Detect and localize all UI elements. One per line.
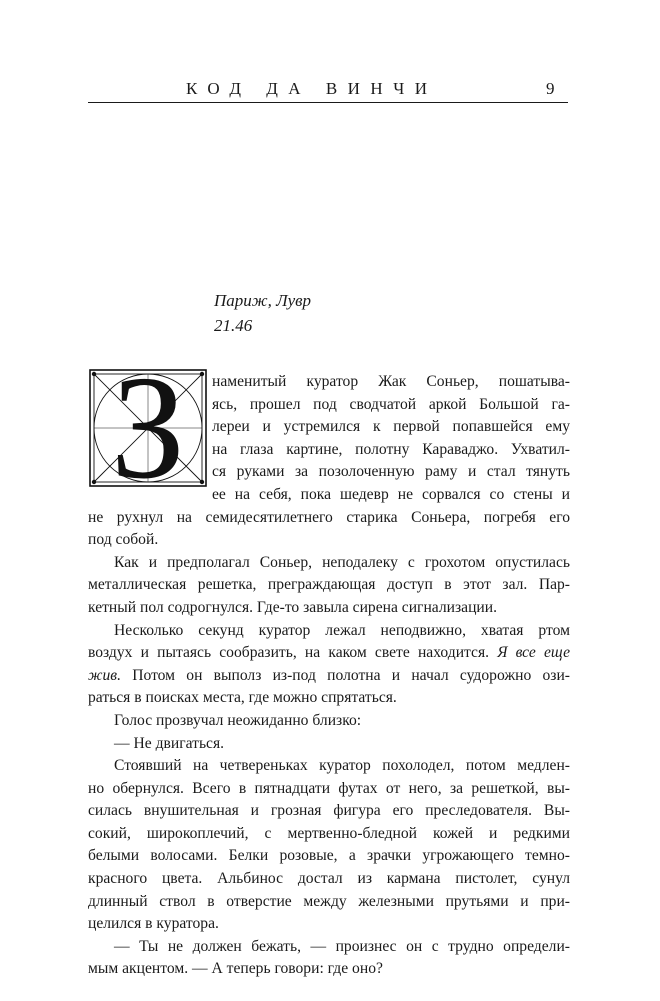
- text-line: [88, 665, 570, 688]
- page-number: 9: [546, 79, 555, 98]
- text-line: — Ты не должен бежать, — произнес он с трудно определи-: [114, 937, 570, 955]
- dropcap-letter: З: [110, 346, 186, 510]
- text-line: Голос прозвучал неожиданно близко:: [114, 711, 362, 729]
- text-line: но обернулся. Всего в пятнадцати футах от него, за решеткой, вы-: [88, 779, 570, 797]
- text-line: под собой.: [88, 531, 159, 549]
- text-run: воздух и пытаясь сообразить, на каком свете находится.: [88, 644, 498, 662]
- text-line: сокий, широкоплечий, с мертвенно-бледной кожей и редкими: [88, 824, 570, 842]
- dateline: [214, 288, 311, 338]
- text-line: Несколько секунд куратор лежал неподвижно, хватая ртом: [114, 621, 570, 639]
- chapter-body: [88, 346, 570, 981]
- text-line: красного цвета. Альбинос достал из кармана пистолет, сунул: [88, 870, 570, 888]
- text-line: на глаза картине, полотну Караваджо. Ухватил-: [212, 440, 570, 458]
- text-line: кетный пол содрогнулся. Где-то завыла сирена сигнализации.: [88, 598, 497, 616]
- running-title: КОД ДА ВИНЧИ: [186, 79, 438, 98]
- text-line: ясь, прошел под сводчатой аркой Большой га-: [212, 395, 570, 413]
- text-line: ся руками за позолоченную раму и стал тянуть: [212, 463, 570, 481]
- text-line: [88, 642, 570, 665]
- text-line: мым акцентом. — А теперь говори: где оно?: [88, 960, 383, 978]
- text-line: раться в поисках места, где можно спрятаться.: [88, 689, 397, 707]
- running-header: [88, 78, 570, 100]
- text-line: — Не двигаться.: [114, 734, 225, 752]
- text-line: лереи и устремился к первой попавшейся ему: [212, 418, 570, 436]
- text-line: длинный ствол в отверстие между железными прутьями и при-: [88, 892, 570, 910]
- italic-run: Я все еще: [497, 644, 570, 662]
- text-line: ее на себя, пока шедевр не сорвался со стены и: [212, 485, 570, 503]
- text-line: металлическая решетка, преграждающая доступ в этот зал. Пар-: [88, 576, 570, 594]
- text-line: Как и предполагал Соньер, неподалеку с грохотом опустилась: [114, 553, 570, 571]
- text-run: Потом он выполз из-под полотна и начал судорожно ози-: [120, 666, 570, 684]
- dateline-time: 21.46: [214, 316, 253, 335]
- text-line: наменитый куратор Жак Соньер, пошатыва-: [212, 373, 570, 390]
- text-line: не рухнул на семидесятилетнего старика Соньера, погребя его: [88, 508, 570, 526]
- text-line: целился в куратора.: [88, 915, 219, 933]
- header-rule: [88, 102, 568, 103]
- text-line: Стоявший на четвереньках куратор похолодел, потом медлен-: [114, 757, 570, 775]
- text-line: силась внушительная и грозная фигура его преследователя. Вы-: [88, 802, 570, 820]
- text-line: белыми волосами. Белки розовые, а зрачки угрожающего темно-: [88, 847, 570, 865]
- dateline-place: Париж, Лувр: [214, 291, 312, 310]
- italic-run: жив.: [88, 666, 121, 684]
